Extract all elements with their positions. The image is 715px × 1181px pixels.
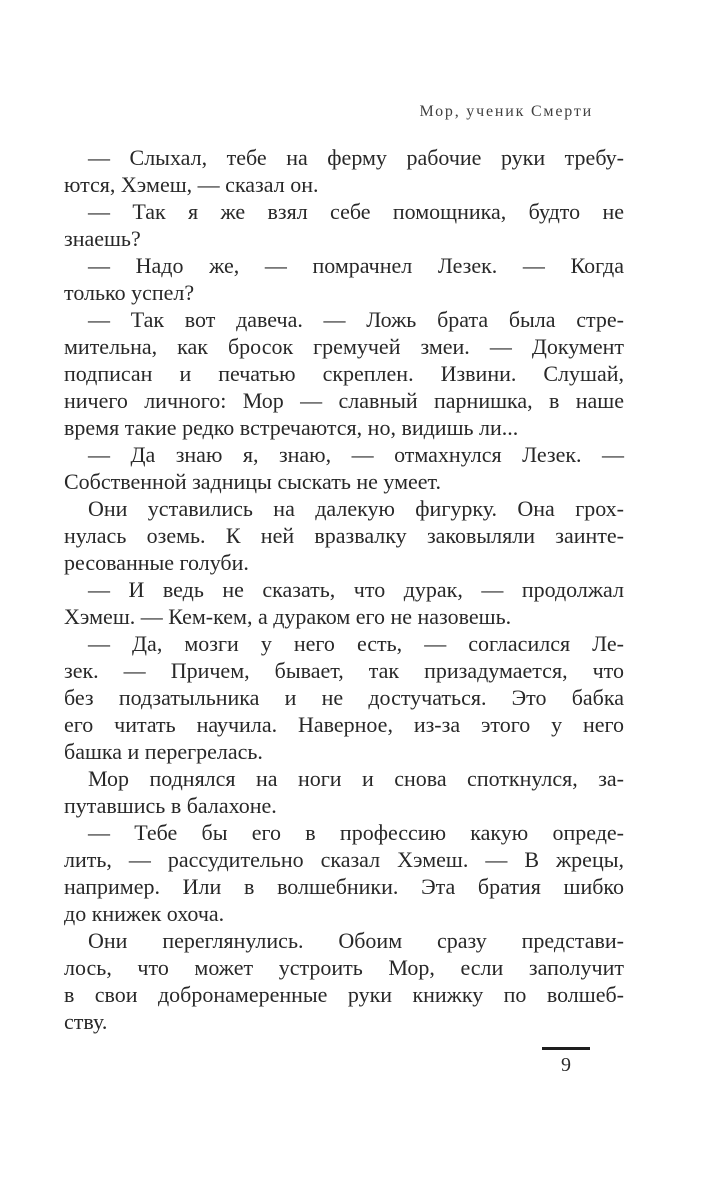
text-line: — Да, мозги у него есть, — согласился Ле-: [88, 631, 624, 656]
text-line: башка и перегрелась.: [64, 739, 263, 764]
page-number: 9: [561, 1054, 571, 1076]
text-line: — Да знаю я, знаю, — отмахнулся Лезек. —: [88, 442, 624, 467]
text-line: время такие редко встречаются, но, видишь ли...: [64, 415, 519, 440]
running-header: Мор, ученик Смерти: [419, 103, 593, 120]
page-footer: [542, 1047, 590, 1076]
text-line: — Тебе бы его в профессию какую опреде-: [88, 820, 624, 845]
text-line: только успел?: [64, 280, 195, 305]
text-line: Они уставились на далекую фигурку. Она грох-: [88, 496, 624, 521]
text-line: лить, — рассудительно сказал Хэмеш. — В жрецы,: [64, 847, 624, 872]
text-line: — Так вот давеча. — Ложь брата была стре-: [88, 307, 624, 332]
text-line: в свои добронамеренные руки книжку по волшеб-: [64, 982, 624, 1007]
text-line: ресованные голуби.: [64, 550, 249, 575]
text-line: лось, что может устроить Мор, если заполучит: [64, 955, 624, 980]
text-line: знаешь?: [64, 226, 141, 251]
text-line: Мор поднялся на ноги и снова споткнулся, за-: [88, 766, 624, 791]
text-line: нулась оземь. К ней вразвалку заковыляли заинте-: [64, 523, 624, 548]
text-line: — Слыхал, тебе на ферму рабочие руки требу-: [88, 145, 624, 170]
text-line: Они переглянулись. Обоим сразу представи-: [88, 928, 624, 953]
text-line: без подзатыльника и не достучаться. Это бабка: [64, 685, 624, 710]
text-line: например. Или в волшебники. Эта братия шибко: [64, 874, 624, 899]
text-line: Собственной задницы сыскать не умеет.: [64, 469, 442, 494]
text-line: Хэмеш. — Кем-кем, а дураком его не назовешь.: [64, 604, 512, 629]
text-line: мительна, как бросок гремучей змеи. — Документ: [64, 334, 624, 359]
text-line: ются, Хэмеш, — сказал он.: [64, 172, 319, 197]
text-line: до книжек охоча.: [64, 901, 225, 926]
text-line: зек. — Причем, бывает, так призадумается, что: [64, 658, 624, 683]
text-line: — Так я же взял себе помощника, будто не: [88, 199, 624, 224]
text-line: путавшись в балахоне.: [64, 793, 277, 818]
text-line: подписан и печатью скреплен. Извини. Слушай,: [64, 361, 624, 386]
text-line: его читать научила. Наверное, из-за этого у него: [64, 712, 624, 737]
text-line: ству.: [64, 1009, 108, 1034]
body-text: [64, 144, 624, 1035]
text-line: — Надо же, — помрачнел Лезек. — Когда: [88, 253, 624, 278]
text-line: ничего личного: Мор — славный парнишка, в наше: [64, 388, 624, 413]
footer-rule: [542, 1047, 590, 1050]
text-line: — И ведь не сказать, что дурак, — продолжал: [88, 577, 624, 602]
